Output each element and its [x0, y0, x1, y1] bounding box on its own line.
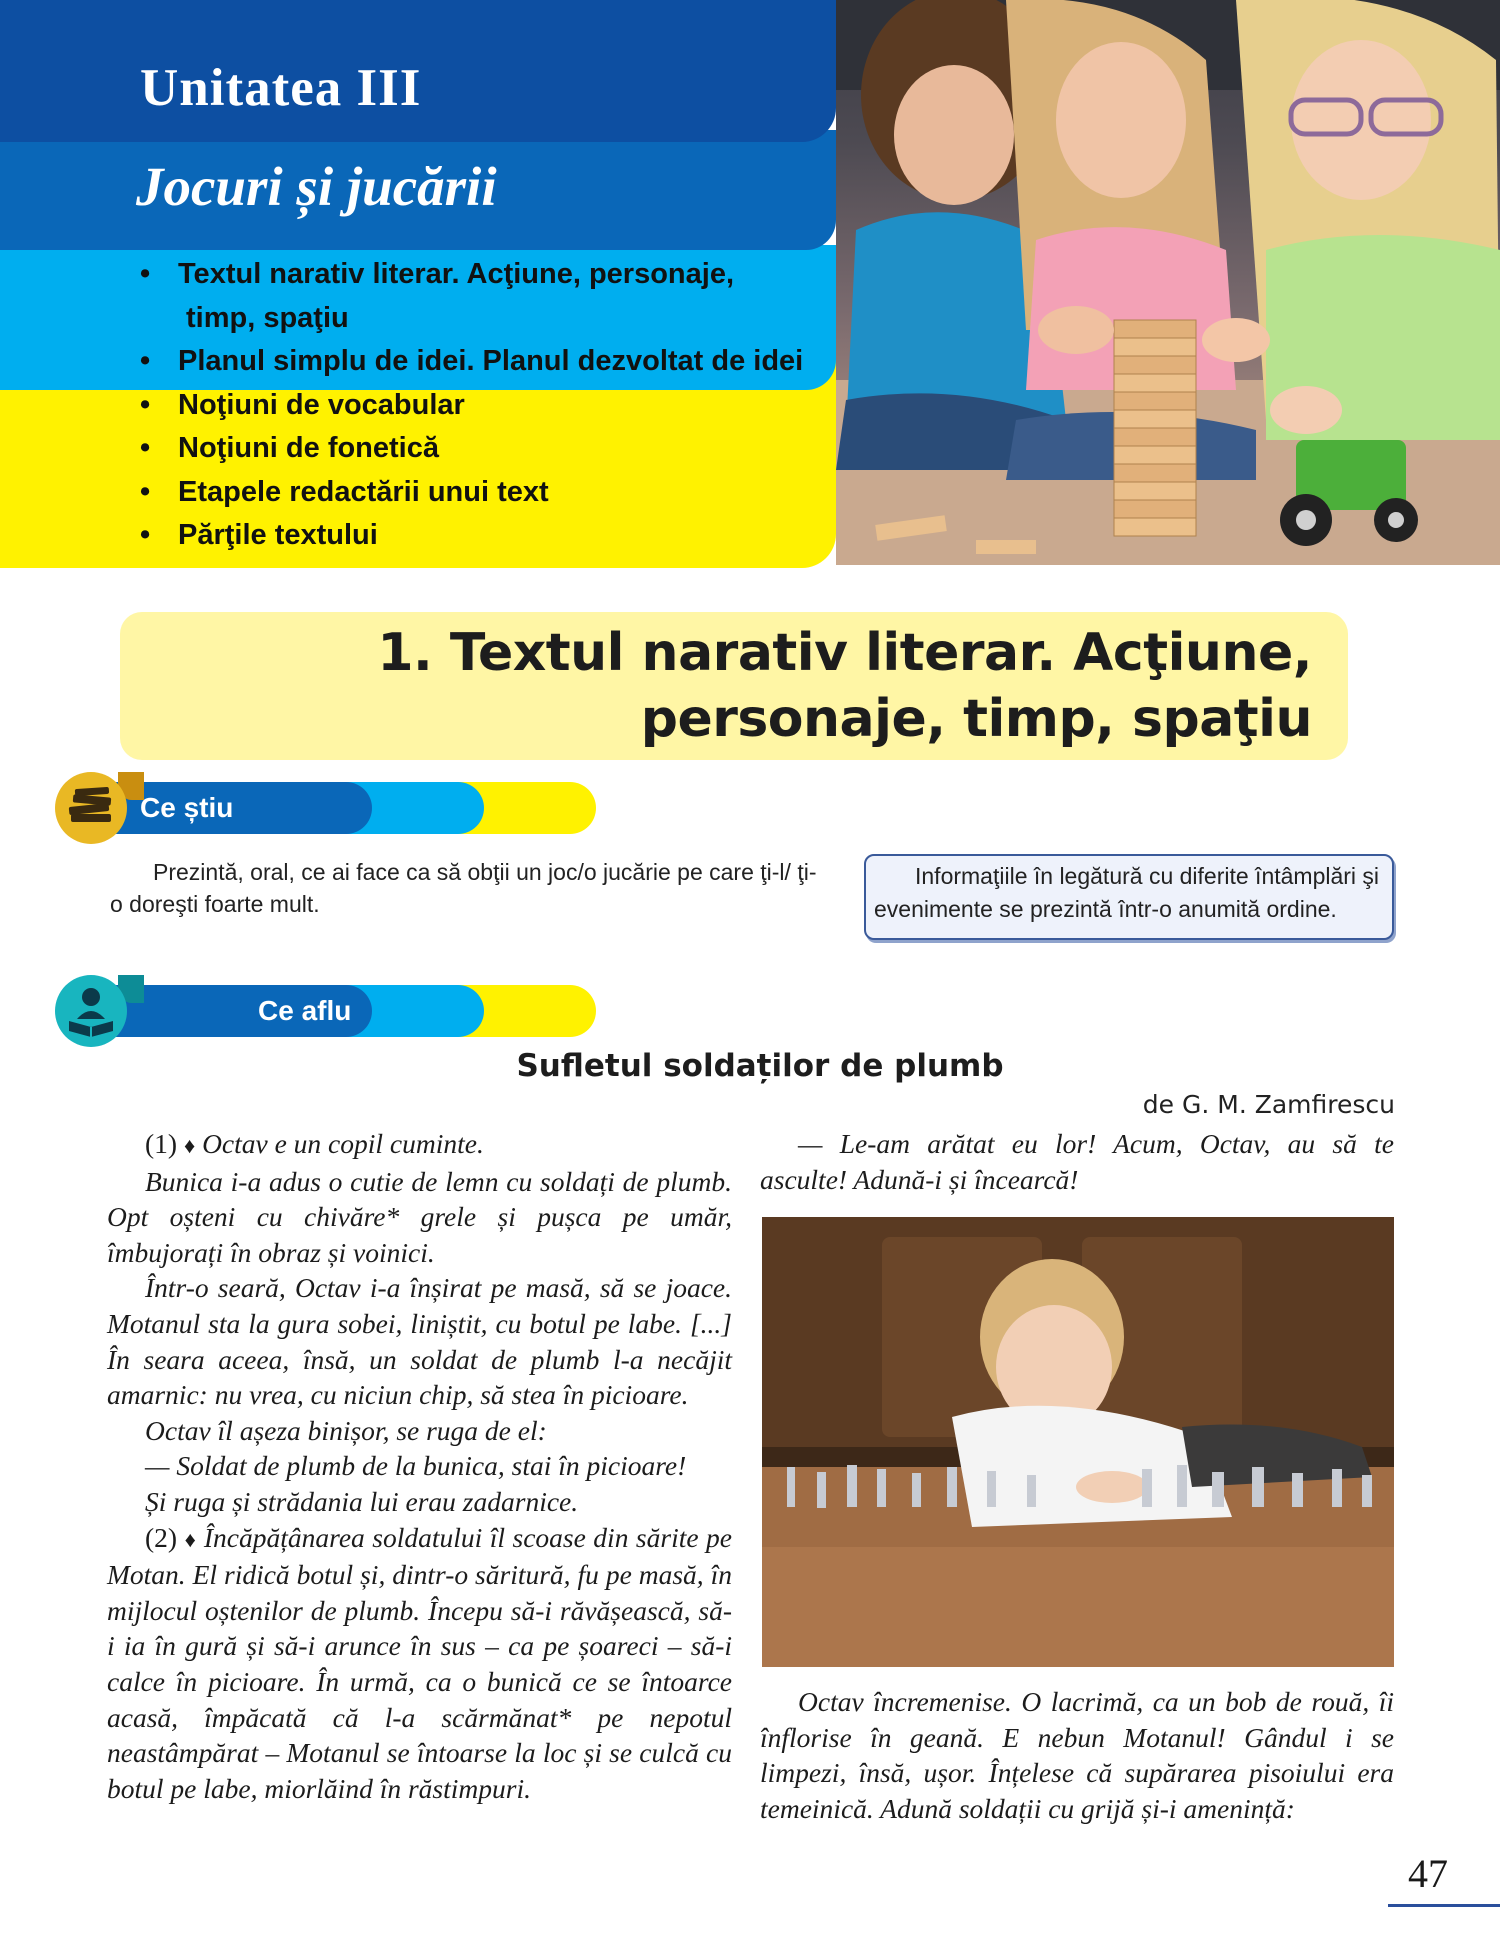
story-paragraph: Bunica i-a adus o cutie de lemn cu soldați de plumb. Opt oșteni cu chivăre* grele și pușca pe umăr, îmbujorați în obraz și voinici. [107, 1165, 732, 1268]
story-paragraph: Într-o seară, Octav i-a înșirat pe masă, să se joace. Motanul sta la gura sobei, liniștit, cu botul pe labe. [...] În seara aceea, însă, un soldat de plumb l-a necăjit amarnic: nu vrea, cu niciun chip, să stea în picioare. [107, 1272, 732, 1411]
ce-stiu-label: Ce știu [140, 792, 234, 823]
topic-item: • Noţiuni de fonetică [140, 427, 840, 471]
topic-item: • Planul simplu de idei. Planul dezvoltat de idei [140, 340, 840, 384]
ce-stiu-task [110, 856, 820, 920]
lesson-title-line: 1. Textul narativ literar. Acţiune, [377, 623, 1312, 683]
story-paragraph: — Soldat de plumb de la bunica, stai în picioare! [145, 1450, 687, 1482]
topic-item-line: timp, spaţiu [186, 301, 349, 334]
story-column-right-continued [760, 1684, 1394, 1826]
hero-photo-children-playing [836, 0, 1500, 565]
page-number: 47 [1408, 1851, 1448, 1896]
topic-item: • Noţiuni de vocabular [140, 384, 840, 428]
unit-title: Unitatea III [140, 59, 422, 117]
diamond-marker: ♦ [183, 1133, 196, 1158]
ce-aflu-heading [0, 985, 600, 1037]
story-paragraph: Și ruga și strădania lui erau zadarnice. [145, 1485, 579, 1517]
info-note-text: Informaţiile în legătură cu diferite întâmplări şi evenimente se prezintă într-o anumită ordine. [874, 863, 1380, 922]
ce-aflu-label: Ce aflu [258, 995, 352, 1026]
unit-topics-list [140, 253, 840, 558]
story-column-left [107, 1126, 732, 1806]
story-paragraph: Octav îl așeza binișor, se ruga de el: [145, 1414, 547, 1446]
story-paragraph: — Le-am arătat eu lor! Acum, Octav, au să te asculte! Adună-i și încearcă! [760, 1128, 1394, 1195]
topic-item [140, 253, 840, 340]
info-note-box [864, 854, 1394, 940]
story-title: Sufletul soldaților de plumb [516, 1048, 1004, 1084]
hero-photo-drawing [836, 0, 1500, 565]
paragraph-number: (2) [145, 1521, 178, 1553]
lesson-title-line: personaje, timp, spaţiu [640, 689, 1312, 749]
diamond-marker: ♦ [184, 1526, 197, 1552]
reader-icon [55, 975, 127, 1047]
story-photo-boy-with-soldiers [762, 1217, 1394, 1667]
paragraph-number: (1) [145, 1128, 178, 1159]
topic-item: • Părţile textului [140, 514, 840, 558]
topic-item-line: • Textul narativ literar. Acţiune, personaje, [178, 258, 735, 290]
topic-item: • Etapele redactării unui text [140, 471, 840, 515]
paragraph-text: Încăpățânarea soldatului îl scoase din sărite pe Motan. El ridică botul și, dintr-o săritură, fu pe masă, în mijlocul oștenilor de plumb. Începu să-i răvășească, să-i ia în gură și să-i arunce în sus – ca pe șoareci – să-i calce în picioare. În urmă, ca o bunică ce se întoarce acasă, împăcată că l-a scărmănat* pe nepotul neastâmpărat – Motanul se întoarse la loc și se culcă cu botul pe labe, miorlăind în răstimpuri. [107, 1521, 733, 1804]
story-paragraph [107, 1520, 732, 1807]
paragraph-text: Octav e un copil cuminte. [202, 1128, 484, 1159]
story-author: de G. M. Zamfirescu [1142, 1090, 1395, 1119]
story-paragraph: Octav încremenise. O lacrimă, ca un bob de rouă, îi înflorise în geană. E nebun Motanul! Gândul i se limpezi, însă, ușor. Înțelese că supărarea pisoiului era temeinică. Adună soldații cu grijă și-i amenință: [760, 1686, 1394, 1824]
ce-stiu-task-text: Prezintă, oral, ce ai face ca să obţii un joc/o jucărie pe care ţi-l/ ţi-o doreşti foarte mult. [110, 859, 817, 917]
page-number-rule [1388, 1904, 1500, 1907]
unit-theme: Jocuri și jucării [136, 156, 497, 217]
books-icon [55, 772, 127, 844]
story-column-right [760, 1126, 1394, 1197]
block-tower [1114, 320, 1196, 536]
ce-stiu-heading [0, 782, 600, 834]
lesson-title [312, 620, 1312, 752]
story-paragraph [107, 1126, 732, 1164]
story-photo-drawing [762, 1217, 1394, 1667]
